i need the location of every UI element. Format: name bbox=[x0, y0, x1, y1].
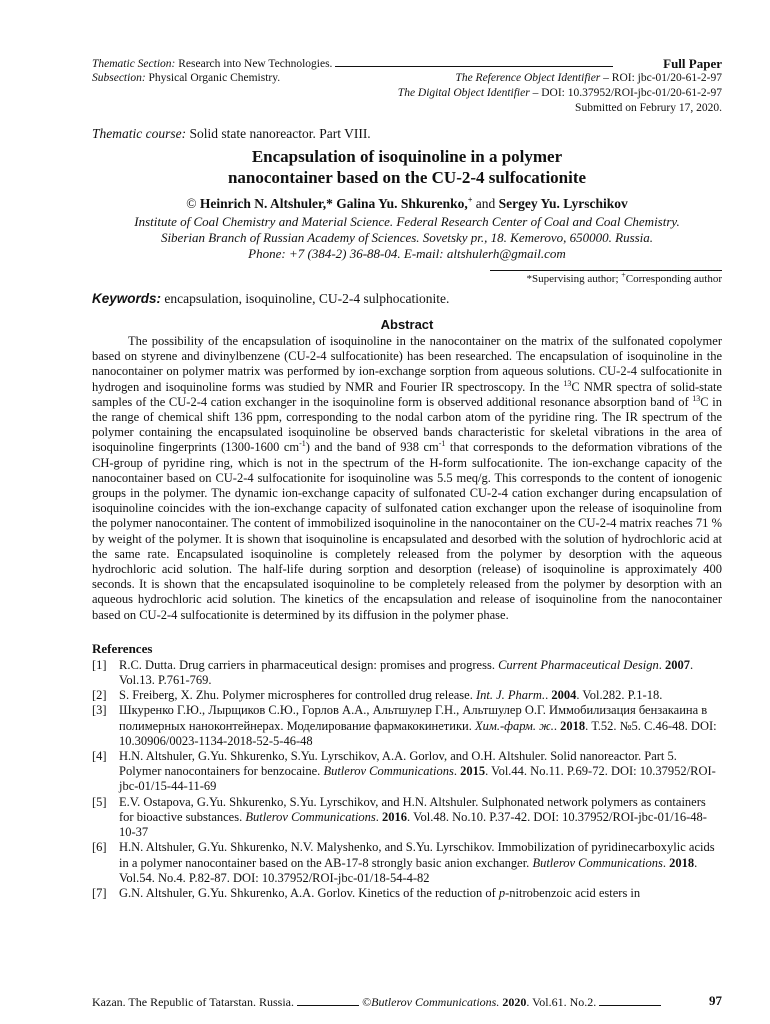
reference-number: [1] bbox=[92, 657, 107, 672]
running-header bbox=[92, 56, 722, 116]
title-line-1: Encapsulation of isoquinoline in a polymer bbox=[251, 147, 563, 166]
footer-volume: . Vol.61. No.2. bbox=[526, 995, 597, 1009]
footer-year: 2020 bbox=[502, 995, 527, 1009]
abstract-part-3: C in the range of chemical shift 136 ppm, corresponding to the nodal carbon atom of the pyridine ring. The IR spectrum of the polymer containing the encapsulated isoquinoline be observed bands characteristic for skeletal vibrations in the area of isoquinoline fingerprints (1300-1600 cm bbox=[92, 394, 723, 455]
reference-text bbox=[119, 886, 722, 901]
copyright-symbol: © bbox=[186, 196, 197, 211]
reference-authors-title: E.V. Ostapova, G.Yu. Shkurenko, S.Yu. Lyrschikov, and H.N. Altshuler. Sulphonated network polymers as containers for bioactive substances. bbox=[119, 794, 706, 824]
reference-year: 2018 bbox=[560, 718, 586, 733]
footer-location: Kazan. The Republic of Tatarstan. Russia. bbox=[92, 995, 294, 1009]
page-number: 97 bbox=[709, 993, 722, 1008]
section-label: Thematic Section: bbox=[92, 58, 176, 70]
footer-rule-1 bbox=[297, 995, 359, 1006]
keywords-value: encapsulation, isoquinoline, CU-2-4 sulphocationite. bbox=[164, 291, 450, 306]
sup-13-a: 13 bbox=[563, 378, 572, 388]
footnote-corresponding: Corresponding author bbox=[625, 273, 722, 285]
reference-authors-title: H.N. Altshuler, G.Yu. Shkurenko, S.Yu. Lyrschikov, A.A. Gorlov, and O.H. Altshuler. Solid nanoreactor. Part 5. Polymer nanocontainers for benzocaine. bbox=[119, 749, 677, 779]
author-list-1: Heinrich N. Altshuler,* Galina Yu. Shkurenko, bbox=[199, 196, 468, 211]
sup-m1-a: -1 bbox=[299, 439, 306, 449]
sup-m1-b: -1 bbox=[438, 439, 446, 449]
course-value: Solid state nanoreactor. Part VIII. bbox=[189, 126, 371, 141]
reference-journal: Butlerov Communications bbox=[245, 809, 376, 824]
reference-year: 2016 bbox=[382, 809, 408, 824]
reference-year: 2007 bbox=[664, 657, 690, 672]
reference-journal: Current Pharmaceutical Design bbox=[498, 657, 659, 672]
reference-text: R.C. Dutta. Drug carriers in pharmaceutical design: promises and progress. Current Pharmaceutical Design. 2007. Vol.13. P.761-769. bbox=[119, 657, 694, 688]
reference-authors-title: Шкуренко Г.Ю., Лырщиков С.Ю., Горлов А.А., Альтшулер Г.Н., Альтшулер О.Г. Иммобилизация бензакаина в полимерных наноконтейнерах. Моделирование фармакокинетики. bbox=[119, 703, 708, 733]
header-rule bbox=[335, 56, 613, 67]
reference-item bbox=[92, 688, 722, 703]
reference-authors-title: R.C. Dutta. Drug carriers in pharmaceutical design: promises and progress. bbox=[119, 657, 495, 672]
footnote-rule bbox=[490, 270, 722, 271]
reference-number: [2] bbox=[92, 688, 107, 703]
reference-journal: Хим.-фарм. ж. bbox=[474, 718, 554, 733]
doi-value: – DOI: 10.37952/ROI-jbc-01/20-61-2-97 bbox=[532, 87, 722, 99]
page bbox=[92, 56, 722, 901]
page-footer bbox=[92, 995, 722, 1010]
reference-item bbox=[92, 749, 722, 795]
doi-label: The Digital Object Identifier bbox=[397, 87, 530, 99]
author-and: and bbox=[475, 196, 496, 211]
abstract-heading: Abstract bbox=[380, 317, 434, 332]
keywords bbox=[92, 291, 722, 307]
affiliation-line-2: Siberian Branch of Russian Academy of Sciences. Sovetsky pr., 18. Kemerovo, 650000. Russia. bbox=[160, 230, 654, 245]
roi-value: – ROI: jbc-01/20-61-2-97 bbox=[603, 72, 722, 84]
reference-item bbox=[92, 840, 722, 886]
reference-item bbox=[92, 795, 722, 841]
reference-number: [4] bbox=[92, 749, 107, 764]
roi-label: The Reference Object Identifier bbox=[455, 72, 601, 84]
authors bbox=[92, 196, 722, 212]
reference-text: H.N. Altshuler, G.Yu. Shkurenko, S.Yu. Lyrschikov, A.A. Gorlov, and O.H. Altshuler. Solid nanoreactor. Part 5. Polymer nanocontainers for benzocaine. Butlerov Communications. 2015. Vol.44. No.11. P.69-72. DOI: 10.37952/ROI-jbc-01/15-44-11-69 bbox=[119, 749, 716, 794]
section-value: Research into New Technologies. bbox=[178, 58, 333, 70]
reference-details: . Vol.13. P.761-769. bbox=[119, 657, 694, 688]
references-heading: References bbox=[92, 640, 153, 656]
reference-text: E.V. Ostapova, G.Yu. Shkurenko, S.Yu. Lyrschikov, and H.N. Altshuler. Sulphonated network polymers as containers for bioactive substances. Butlerov Communications. 2016. Vol.48. No.10. P.37-42. DOI: 10.37952/ROI-jbc-01/16-48-10-37 bbox=[119, 794, 707, 840]
reference-details: . Vol.282. P.1-18. bbox=[576, 688, 663, 703]
reference-year: 2018 bbox=[669, 855, 695, 870]
subsection-value: Physical Organic Chemistry. bbox=[148, 72, 281, 84]
reference-year: 2015 bbox=[460, 764, 486, 779]
reference-journal: Butlerov Communications bbox=[323, 764, 454, 779]
reference-text: S. Freiberg, X. Zhu. Polymer microspheres for controlled drug release. Int. J. Pharm.. 2004. Vol.282. P.1-18. bbox=[119, 688, 663, 703]
reference-details: . Т.52. №5. С.46-48. DOI: 10.30906/0023-1134-2018-52-5-46-48 bbox=[119, 718, 717, 748]
reference-authors-title: H.N. Altshuler, G.Yu. Shkurenko, N.V. Malyshenko, and S.Yu. Lyrschikov. Immobilization of pyridinecarboxylic acids in a polymer nanocontainer based on the AB-17-8 strongly basic anion exchanger. bbox=[119, 840, 715, 870]
affiliation-line-3: Phone: +7 (384-2) 36-88-04. E-mail: altshulerh@gmail.com bbox=[248, 246, 566, 261]
reference-details: . Vol.44. No.11. P.69-72. DOI: 10.37952/ROI-jbc-01/15-44-11-69 bbox=[119, 764, 716, 794]
reference-item bbox=[92, 703, 722, 749]
footnote-sup: + bbox=[621, 270, 626, 280]
abstract-part-2: C NMR spectra of solid-state samples of the CU-2-4 cation exchanger in the isoquinoline form is observed additional resonance absorption band of bbox=[92, 379, 723, 409]
footer-rule-2 bbox=[599, 995, 661, 1006]
abstract-text bbox=[92, 334, 722, 623]
reference-details: . Vol.54. No.4. P.82-87. DOI: 10.37952/ROI-jbc-01/18-54-4-82 bbox=[119, 855, 698, 885]
reference-details: -nitrobenzoic acid esters in bbox=[505, 885, 641, 900]
reference-text: H.N. Altshuler, G.Yu. Shkurenko, N.V. Malyshenko, and S.Yu. Lyrschikov. Immobilization of pyridinecarboxylic acids in a polymer nanocontainer based on the AB-17-8 strongly basic anion exchanger. Butlerov Communications. 2018. Vol.54. No.4. P.82-87. DOI: 10.37952/ROI-jbc-01/18-54-4-82 bbox=[119, 840, 715, 885]
paper-type: Full Paper bbox=[663, 56, 722, 71]
thematic-course bbox=[92, 126, 722, 142]
reference-year: 2004 bbox=[551, 688, 577, 703]
subsection-label: Subsection: bbox=[92, 72, 146, 84]
author-footnote bbox=[92, 270, 722, 285]
reference-journal: Butlerov Communications bbox=[532, 855, 663, 870]
reference-authors-title: G.N. Altshuler, G.Yu. Shkurenko, A.A. Gorlov. Kinetics of the reduction of bbox=[119, 885, 496, 900]
reference-journal: Int. J. Pharm. bbox=[475, 688, 546, 703]
abstract-part-4: ) and the band of 938 cm bbox=[305, 440, 439, 455]
course-label: Thematic course: bbox=[92, 126, 187, 141]
reference-item bbox=[92, 886, 722, 901]
references-list bbox=[92, 658, 722, 901]
reference-number: [6] bbox=[92, 840, 107, 855]
footnote-supervising: *Supervising author; bbox=[526, 273, 619, 285]
reference-item bbox=[92, 658, 722, 688]
keywords-label: Keywords: bbox=[92, 291, 162, 306]
sup-13-b: 13 bbox=[692, 393, 701, 403]
reference-details: . Vol.48. No.10. P.37-42. DOI: 10.37952/ROI-jbc-01/16-48-10-37 bbox=[119, 809, 707, 840]
reference-number: [3] bbox=[92, 703, 107, 718]
abstract-part-1: The possibility of the encapsulation of isoquinoline in the nanocontainer on the matrix of the sulfonated copolymer based on styrene and divinylbenzene (CU-2-4 sulfocationite) has been researched. The encapsulation of isoquinoline in the nanocontainer on polymer matrix was performed by ion-exchange sorption from aqueous solutions. CU-2-4 sulfocationite in hydrogen and isoquinoline forms was studied by NMR and Fourier IR spectroscopy. In the bbox=[92, 334, 722, 394]
abstract-part-5: that corresponds to the deformation vibrations of the CH-group of pyridine ring, which is not in the spectrum of the H-form sulfocationite. The ion-exchange capacity of the nanocontainer based on CU-2-4 sulfocationite for isoquinoline was 5.5 meq/g. This corresponds to the content of ionogenic groups in the polymer. The dynamic ion-exchange capacity of sulfonated CU-2-4 cation exchanger during encapsulation of isoquinoline coincides with the ion-exchange capacity of sulfonated cation exchanger upon the release of isoquinoline from the polymer nanocontainer. The content of immobilized isoquinoline in the nanocontainer on the CU-2-4 matrix reaches 71 % by weight of the polymer. It is shown that isoquinoline is encapsulated and desorbed with the solution of hydrochloric acid at the same rate. Encapsulated isoquinoline is completely released from the polymer by desorption with the aqueous hydrochloric acid solution. The half-life during sorption and desorption (release) of isoquinoline is approximately 400 seconds. It is shown that the encapsulated isoquinoline to be completely released from the polymer by desorption with an aqueous hydrochloric acid solution. The kinetics of the encapsulation and release of isoquinoline from the nanocontainer based on CU-2-4 sulfocationite is determined by its diffusion in the polymer phase. bbox=[92, 440, 723, 622]
author-sup: + bbox=[467, 195, 473, 205]
reference-journal: p bbox=[498, 885, 506, 900]
reference-number: [5] bbox=[92, 794, 107, 809]
reference-number: [7] bbox=[92, 885, 107, 900]
footer-journal: ©Butlerov Communications. bbox=[362, 995, 500, 1009]
title-line-2: nanocontainer based on the CU-2-4 sulfocationite bbox=[227, 168, 587, 187]
paper-title bbox=[92, 146, 722, 188]
affiliation-line-1: Institute of Coal Chemistry and Material Science. Federal Research Center of Coal and Coal Chemistry. bbox=[134, 214, 680, 229]
reference-authors-title: S. Freiberg, X. Zhu. Polymer microspheres for controlled drug release. bbox=[119, 688, 473, 703]
reference-text: Шкуренко Г.Ю., Лырщиков С.Ю., Горлов А.А., Альтшулер Г.Н., Альтшулер О.Г. Иммобилизация бензакаина в полимерных наноконтейнерах. Моделирование фармакокинетики. Хим.-фарм. ж.. 2018. Т.52. №5. С.46-48. DOI: 10.30906/0023-1134-2018-52-5-46-48 bbox=[119, 703, 717, 748]
affiliation bbox=[92, 214, 722, 262]
author-list-2: Sergey Yu. Lyrschikov bbox=[498, 196, 628, 211]
submitted-date: Submitted on Februry 17, 2020. bbox=[575, 102, 722, 114]
